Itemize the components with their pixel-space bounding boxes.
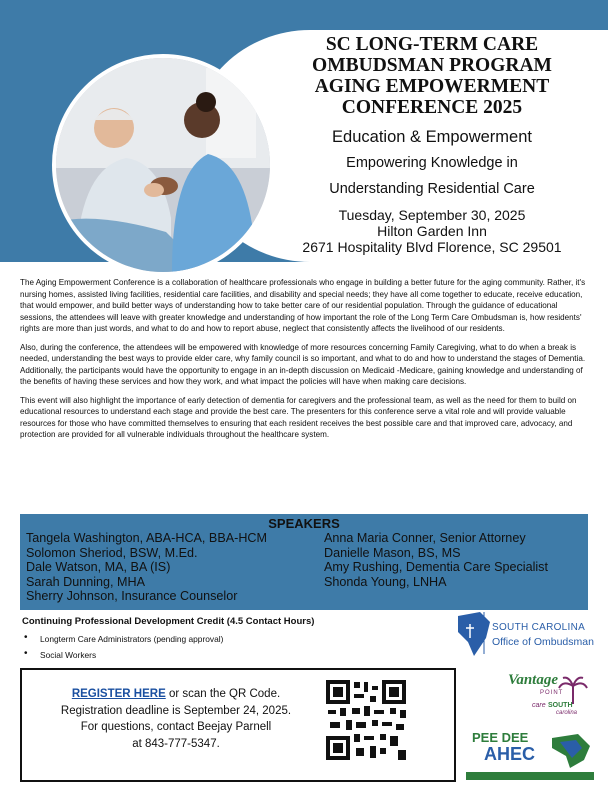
sc-map-icon bbox=[550, 732, 592, 768]
sc-ombudsman-logo bbox=[454, 606, 594, 662]
credit-item: • Longterm Care Administrators (pending approval) bbox=[22, 633, 422, 645]
event-address: 2671 Hospitality Blvd Florence, SC 29501 bbox=[302, 239, 562, 255]
pd-line2: AHEC bbox=[484, 744, 536, 764]
vantage-sub3: carolina bbox=[556, 710, 578, 716]
speakers-title: SPEAKERS bbox=[268, 516, 340, 531]
conference-title-line1: AGING EMPOWERMENT bbox=[314, 76, 550, 97]
tagline-line2: Understanding Residential Care bbox=[329, 181, 535, 197]
caregiver-photo-icon bbox=[56, 58, 270, 272]
contact-line: For questions, contact Beejay Parnell bbox=[80, 721, 272, 733]
speaker-name: Sarah Dunning, MHA bbox=[26, 574, 146, 589]
sc-logo-line2: Office of Ombudsman bbox=[492, 636, 594, 648]
sc-logo-line1: SOUTH CAROLINA bbox=[492, 622, 586, 633]
qr-code-icon[interactable] bbox=[324, 678, 408, 762]
vantage-sub: care bbox=[532, 702, 546, 709]
register-box bbox=[20, 668, 456, 782]
header-text bbox=[262, 34, 602, 255]
subtitle: Education & Empowerment bbox=[332, 128, 532, 146]
speaker-name: Shonda Young, LNHA bbox=[324, 574, 447, 589]
program-title-line1: SC LONG-TERM CARE bbox=[325, 34, 539, 55]
vantage-point: POINT bbox=[540, 690, 564, 696]
sc-state-icon bbox=[458, 612, 490, 656]
speaker-name: Amy Rushing, Dementia Care Specialist bbox=[324, 560, 548, 574]
hero-photo bbox=[52, 54, 274, 276]
vantage-point-logo bbox=[506, 670, 590, 730]
credits-section bbox=[22, 616, 422, 665]
register-link[interactable]: REGISTER HERE bbox=[71, 688, 166, 700]
pee-dee-ahec-logo bbox=[466, 728, 594, 784]
registration-deadline: Registration deadline is September 24, 2025. bbox=[60, 704, 292, 717]
speaker-name: Tangela Washington, ABA-HCA, BBA-HCM bbox=[26, 531, 268, 545]
event-date: Tuesday, September 30, 2025 bbox=[338, 207, 526, 223]
speaker-name: Solomon Sheriod, BSW, M.Ed. bbox=[26, 545, 198, 560]
credits-title: Continuing Professional Development Credit (4.5 Contact Hours) bbox=[22, 616, 315, 627]
description-paragraph-2: Also, during the conference, the attendees will be empowered with knowledge of more resources concerning Family Caregiving, what to do when a break is needed, understanding the best ways to provide elder care, why family council is so important, and what to do and how to understand the stages of Dementia. Additionally, the participants would have the opportunity to engage in an in-depth discussion on Medicaid -Medicare, gaining knowledge and understanding of the benefits of having these services and how they work, and what impact the policies will have when making care decisions. bbox=[20, 342, 586, 386]
speaker-name: Dale Watson, MA, BA (IS) bbox=[26, 560, 171, 574]
conference-title-line2: CONFERENCE 2025 bbox=[341, 97, 523, 118]
event-venue: Hilton Garden Inn bbox=[377, 223, 487, 239]
vantage-sub2: SOUTH bbox=[548, 702, 573, 709]
credit-item: • Social Workers bbox=[22, 649, 422, 661]
palm-tree-icon bbox=[558, 676, 588, 704]
description-paragraph-1: The Aging Empowerment Conference is a collaboration of healthcare professionals who engage in building a better future for the aging community. Rather, it's nursing homes, assisted living facilities, residential care facilities, and disability and special needs; they have all come together to educate, receive education, that would empower, and build better ways of understanding how to take better care of our residential population. Through the guidance of educational sessions, the attendees will leave with greater knowledge and understanding of how important the role of the Long Term Care Ombudsman is, how residents' rights are more than just words, and what to do and how to report abuse, neglect that consistently affects the livelihood of our residents. bbox=[20, 278, 586, 333]
speaker-name: Anna Maria Conner, Senior Attorney bbox=[324, 531, 526, 545]
tagline-line1: Empowering Knowledge in bbox=[346, 155, 518, 171]
vantage-name: Vantage bbox=[508, 672, 559, 688]
register-link-suffix: or scan the QR Code. bbox=[165, 688, 281, 700]
description-paragraph-3: This event will also highlight the importance of early detection of dementia for caregivers and the professional team, as well as the need for them to build on educational resources to understand each stage and provide the best care. The presenters for this conference serve a vital role and will provide valuable resources for those who have committed themselves to ensuring that each resident receives the best possible care and that improved care, advocacy, and protection are provided for all vulnerable individuals throughout the healthcare system. bbox=[20, 395, 577, 439]
speakers-section bbox=[20, 514, 588, 610]
speaker-name: Sherry Johnson, Insurance Counselor bbox=[26, 589, 238, 603]
speaker-name: Danielle Mason, BS, MS bbox=[324, 545, 461, 560]
speakers-left-column bbox=[26, 531, 304, 604]
description bbox=[20, 277, 592, 448]
pd-line1: PEE DEE bbox=[472, 730, 529, 745]
contact-phone: at 843-777-5347. bbox=[132, 737, 220, 750]
program-title-line2: OMBUDSMAN PROGRAM bbox=[312, 55, 552, 76]
speakers-right-column bbox=[304, 531, 582, 604]
register-text bbox=[38, 686, 314, 752]
pd-banner bbox=[466, 772, 594, 780]
